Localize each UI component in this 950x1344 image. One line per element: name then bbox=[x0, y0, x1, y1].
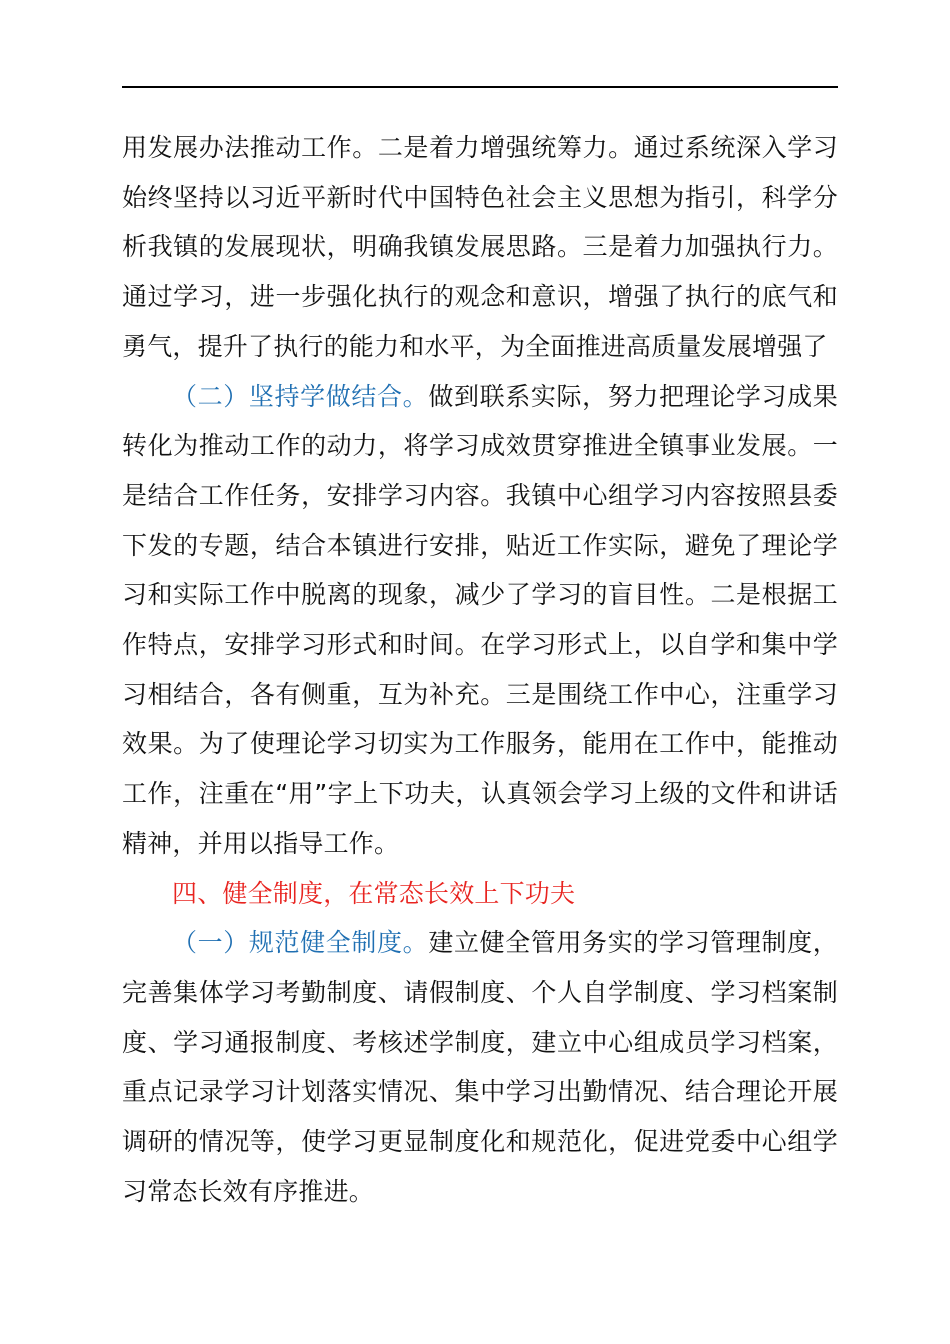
subheading-study-practice: （二）坚持学做结合。 bbox=[172, 381, 429, 411]
paragraph-continuation bbox=[122, 123, 838, 372]
paragraph-study-practice bbox=[122, 372, 838, 869]
header-rule bbox=[122, 86, 838, 88]
paragraph-text: 用发展办法推动工作。二是着力增强统筹力。通过系统深入学习始终坚持以习近平新时代中国特色社会主义思想为指引，科学分析我镇的发展现状，明确我镇发展思路。三是着力加强执行力。通过学习，进一步强化执行的观念和意识，增强了执行的底气和勇气，提升了执行的能力和水平，为全面推进高质量发展增强了 bbox=[122, 133, 838, 361]
paragraph-text: 建立健全管用务实的学习管理制度，完善集体学习考勤制度、请假制度、个人自学制度、学习档案制度、学习通报制度、考核述学制度，建立中心组成员学习档案，重点记录学习计划落实情况、集中学习出勤情况、结合理论开展调研的情况等，使学习更显制度化和规范化，促进党委中心组学习常态长效有序推进。 bbox=[122, 928, 838, 1206]
paragraph-system-standardize bbox=[122, 918, 838, 1216]
paragraph-text: 做到联系实际，努力把理论学习成果转化为推动工作的动力，将学习成效贯穿推进全镇事业发展。一是结合工作任务，安排学习内容。我镇中心组学习内容按照县委下发的专题，结合本镇进行安排，贴近工作实际，避免了理论学习和实际工作中脱离的现象，减少了学习的盲目性。二是根据工作特点，安排学习形式和时间。在学习形式上，以自学和集中学习相结合，各有侧重，互为补充。三是围绕工作中心，注重学习效果。为了使理论学习切实为工作服务，能用在工作中，能推动工作，注重在“用”字上下功夫，认真领会学习上级的文件和讲话精神，并用以指导工作。 bbox=[122, 381, 838, 858]
document-body bbox=[122, 123, 838, 1216]
subheading-standardize-system: （一）规范健全制度。 bbox=[172, 928, 429, 958]
section-heading: 四、健全制度，在常态长效上下功夫 bbox=[172, 878, 576, 908]
